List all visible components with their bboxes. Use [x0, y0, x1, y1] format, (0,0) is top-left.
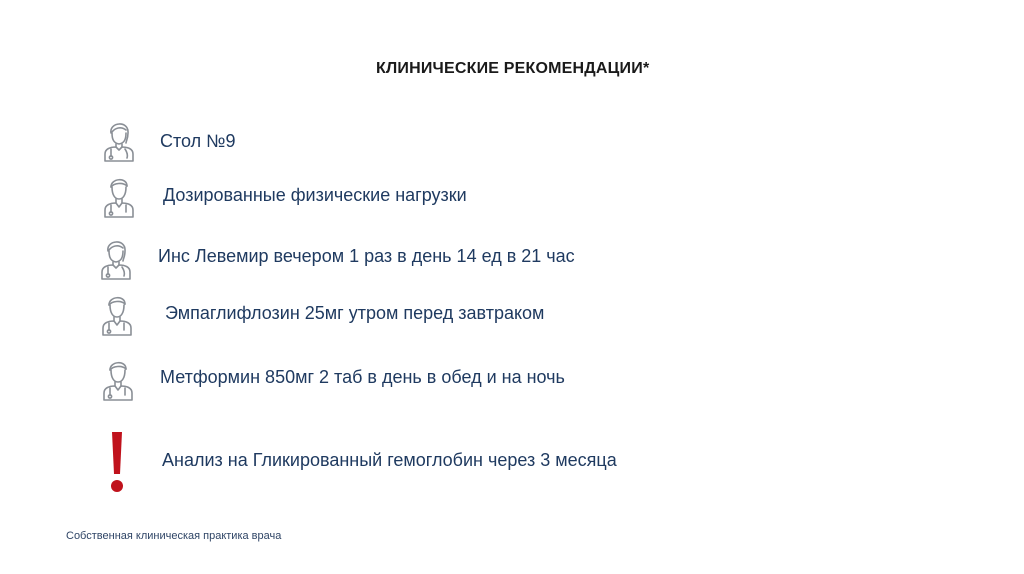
footer-note: Собственная клиническая практика врача: [66, 530, 282, 542]
male-doctor-icon: [99, 290, 135, 336]
recommendation-metformin: Метформин 850мг 2 таб в день в обед и на ночь: [160, 367, 565, 387]
female-doctor-icon: [98, 234, 134, 280]
page-title: КЛИНИЧЕСКИЕ РЕКОМЕНДАЦИИ*: [376, 60, 650, 77]
recommendation-diet: Стол №9: [160, 131, 236, 151]
recommendation-empagliflozin: Эмпаглифлозин 25мг утром перед завтраком: [165, 303, 545, 323]
female-doctor-icon: [101, 116, 137, 162]
recommendation-hba1c: Анализ на Гликированный гемоглобин через 3 месяца: [162, 450, 617, 470]
recommendation-levemir: Инс Левемир вечером 1 раз в день 14 ед в 21 час: [158, 246, 575, 266]
recommendation-exercise: Дозированные физические нагрузки: [163, 185, 467, 205]
exclamation-icon: [106, 430, 128, 494]
male-doctor-icon: [101, 172, 137, 218]
male-doctor-icon: [100, 355, 136, 401]
